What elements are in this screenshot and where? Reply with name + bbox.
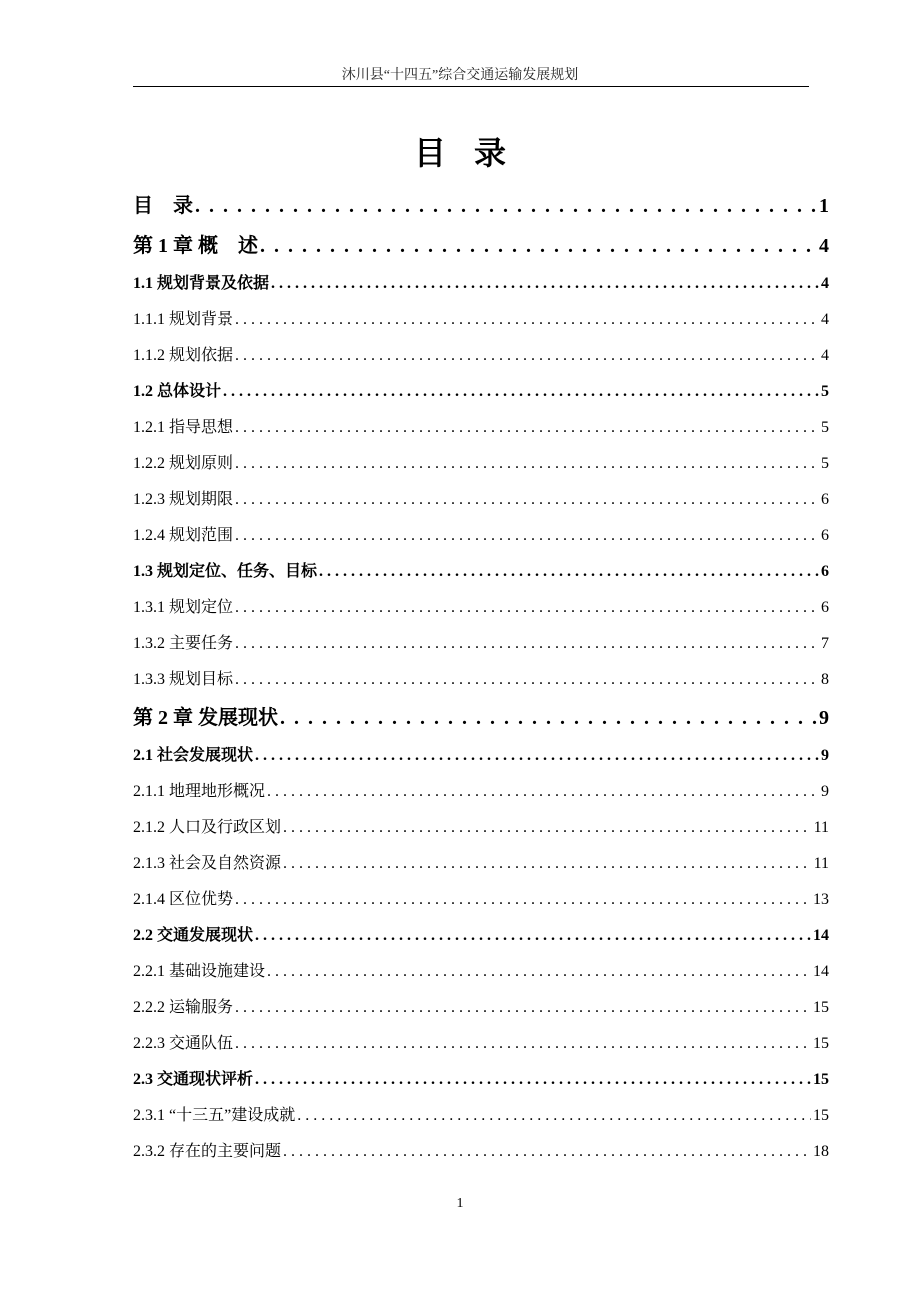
toc-entry-page: 13 — [813, 891, 829, 908]
toc-entry[interactable] — [133, 302, 829, 338]
toc-entry[interactable] — [133, 410, 829, 446]
toc-dot-leader — [283, 846, 812, 882]
toc-entry-label: 1.3.3 规划目标 — [133, 671, 234, 688]
toc-entry[interactable] — [133, 482, 829, 518]
toc-entry-page: 9 — [821, 747, 829, 764]
toc-dot-leader — [235, 1026, 811, 1062]
toc-entry-page: 15 — [813, 1071, 829, 1088]
toc-entry-page: 9 — [819, 707, 829, 729]
toc-entry-label: 1.2.2 规划原则 — [133, 455, 234, 472]
toc-entry-label: 1.2 总体设计 — [133, 383, 222, 400]
toc-dot-leader — [195, 186, 817, 226]
toc-entry-label: 2.2 交通发展现状 — [133, 927, 254, 944]
toc-entry-page: 15 — [813, 1035, 829, 1052]
toc-entry[interactable] — [133, 738, 829, 774]
toc-entry-page: 14 — [813, 927, 829, 944]
toc-dot-leader — [271, 266, 819, 302]
toc-entry[interactable] — [133, 1062, 829, 1098]
toc-entry[interactable] — [133, 446, 829, 482]
toc-dot-leader — [283, 810, 812, 846]
toc-dot-leader — [255, 1062, 811, 1098]
toc-entry[interactable] — [133, 518, 829, 554]
toc-dot-leader — [235, 590, 819, 626]
toc-entry-label: 1.3.2 主要任务 — [133, 635, 234, 652]
toc-entry-label: 1.2.4 规划范围 — [133, 527, 234, 544]
toc-entry-page: 9 — [821, 783, 829, 800]
toc-entry-label: 目 录 — [133, 195, 193, 217]
toc-dot-leader — [255, 738, 819, 774]
toc-entry-label: 1.3 规划定位、任务、目标 — [133, 563, 318, 580]
toc-entry[interactable] — [133, 1134, 829, 1170]
toc-entry-page: 6 — [821, 491, 829, 508]
table-of-contents — [133, 186, 829, 1170]
header-rule — [133, 86, 809, 87]
toc-entry-label: 1.3.1 规划定位 — [133, 599, 234, 616]
toc-entry-page: 6 — [821, 527, 829, 544]
toc-entry-label: 1.2.3 规划期限 — [133, 491, 234, 508]
toc-dot-leader — [235, 518, 819, 554]
toc-dot-leader — [235, 662, 819, 698]
toc-title: 目录 — [413, 135, 534, 171]
toc-dot-leader — [267, 954, 811, 990]
toc-entry-label: 2.3.2 存在的主要问题 — [133, 1143, 282, 1160]
toc-entry-page: 4 — [821, 275, 829, 292]
toc-entry-label: 2.1.4 区位优势 — [133, 891, 234, 908]
toc-entry[interactable] — [133, 338, 829, 374]
toc-dot-leader — [235, 990, 811, 1026]
toc-entry-label: 2.2.1 基础设施建设 — [133, 963, 266, 980]
toc-entry[interactable] — [133, 554, 829, 590]
toc-dot-leader — [235, 482, 819, 518]
toc-entry[interactable] — [133, 626, 829, 662]
toc-entry[interactable] — [133, 810, 829, 846]
toc-entry-page: 8 — [821, 671, 829, 688]
toc-entry-page: 14 — [813, 963, 829, 980]
toc-entry[interactable] — [133, 266, 829, 302]
toc-entry[interactable] — [133, 662, 829, 698]
toc-entry-page: 15 — [813, 1107, 829, 1124]
toc-entry-label: 2.2.2 运输服务 — [133, 999, 234, 1016]
toc-entry[interactable] — [133, 990, 829, 1026]
toc-dot-leader — [267, 774, 819, 810]
toc-dot-leader — [283, 1134, 811, 1170]
toc-entry-label: 2.1 社会发展现状 — [133, 747, 254, 764]
toc-entry-page: 6 — [821, 599, 829, 616]
toc-dot-leader — [235, 882, 811, 918]
toc-entry-label: 1.1.1 规划背景 — [133, 311, 234, 328]
toc-entry-page: 5 — [821, 419, 829, 436]
toc-entry-page: 4 — [821, 311, 829, 328]
toc-entry[interactable] — [133, 954, 829, 990]
toc-dot-leader — [260, 226, 817, 266]
toc-entry-page: 5 — [821, 455, 829, 472]
toc-dot-leader — [255, 918, 811, 954]
toc-entry-label: 2.2.3 交通队伍 — [133, 1035, 234, 1052]
toc-entry-page: 1 — [819, 195, 829, 217]
toc-dot-leader — [235, 302, 819, 338]
toc-dot-leader — [297, 1098, 811, 1134]
toc-entry-label: 2.3 交通现状评析 — [133, 1071, 254, 1088]
toc-dot-leader — [235, 410, 819, 446]
toc-dot-leader — [223, 374, 819, 410]
toc-entry-label: 第 2 章 发展现状 — [133, 707, 278, 729]
toc-dot-leader — [235, 338, 819, 374]
toc-entry-label: 2.1.1 地理地形概况 — [133, 783, 266, 800]
toc-entry[interactable] — [133, 698, 829, 738]
page-number: 1 — [456, 1196, 464, 1211]
toc-entry[interactable] — [133, 774, 829, 810]
toc-entry[interactable] — [133, 226, 829, 266]
toc-entry-label: 1.2.1 指导思想 — [133, 419, 234, 436]
toc-entry[interactable] — [133, 882, 829, 918]
toc-entry-page: 4 — [821, 347, 829, 364]
toc-entry-page: 11 — [813, 819, 829, 836]
toc-dot-leader — [235, 626, 819, 662]
toc-entry[interactable] — [133, 918, 829, 954]
toc-dot-leader — [319, 554, 819, 590]
toc-entry-page: 7 — [821, 635, 829, 652]
running-header: 沐川县“十四五”综合交通运输发展规划 — [341, 68, 579, 83]
toc-entry-page: 4 — [819, 235, 829, 257]
toc-entry[interactable] — [133, 186, 829, 226]
toc-entry[interactable] — [133, 590, 829, 626]
toc-entry-page: 18 — [813, 1143, 829, 1160]
toc-entry-label: 1.1.2 规划依据 — [133, 347, 234, 364]
toc-dot-leader — [280, 698, 817, 738]
toc-entry-page: 6 — [821, 563, 829, 580]
toc-entry[interactable] — [133, 1098, 829, 1134]
toc-entry-label: 2.1.3 社会及自然资源 — [133, 855, 282, 872]
toc-entry-label: 1.1 规划背景及依据 — [133, 275, 270, 292]
toc-entry[interactable] — [133, 1026, 829, 1062]
toc-entry-label: 第 1 章 概 述 — [133, 235, 258, 257]
toc-entry-label: 2.3.1 “十三五”建设成就 — [133, 1107, 296, 1124]
toc-entry-page: 11 — [813, 855, 829, 872]
toc-entry-page: 15 — [813, 999, 829, 1016]
toc-entry[interactable] — [133, 374, 829, 410]
toc-dot-leader — [235, 446, 819, 482]
toc-entry[interactable] — [133, 846, 829, 882]
toc-entry-page: 5 — [821, 383, 829, 400]
toc-entry-label: 2.1.2 人口及行政区划 — [133, 819, 282, 836]
